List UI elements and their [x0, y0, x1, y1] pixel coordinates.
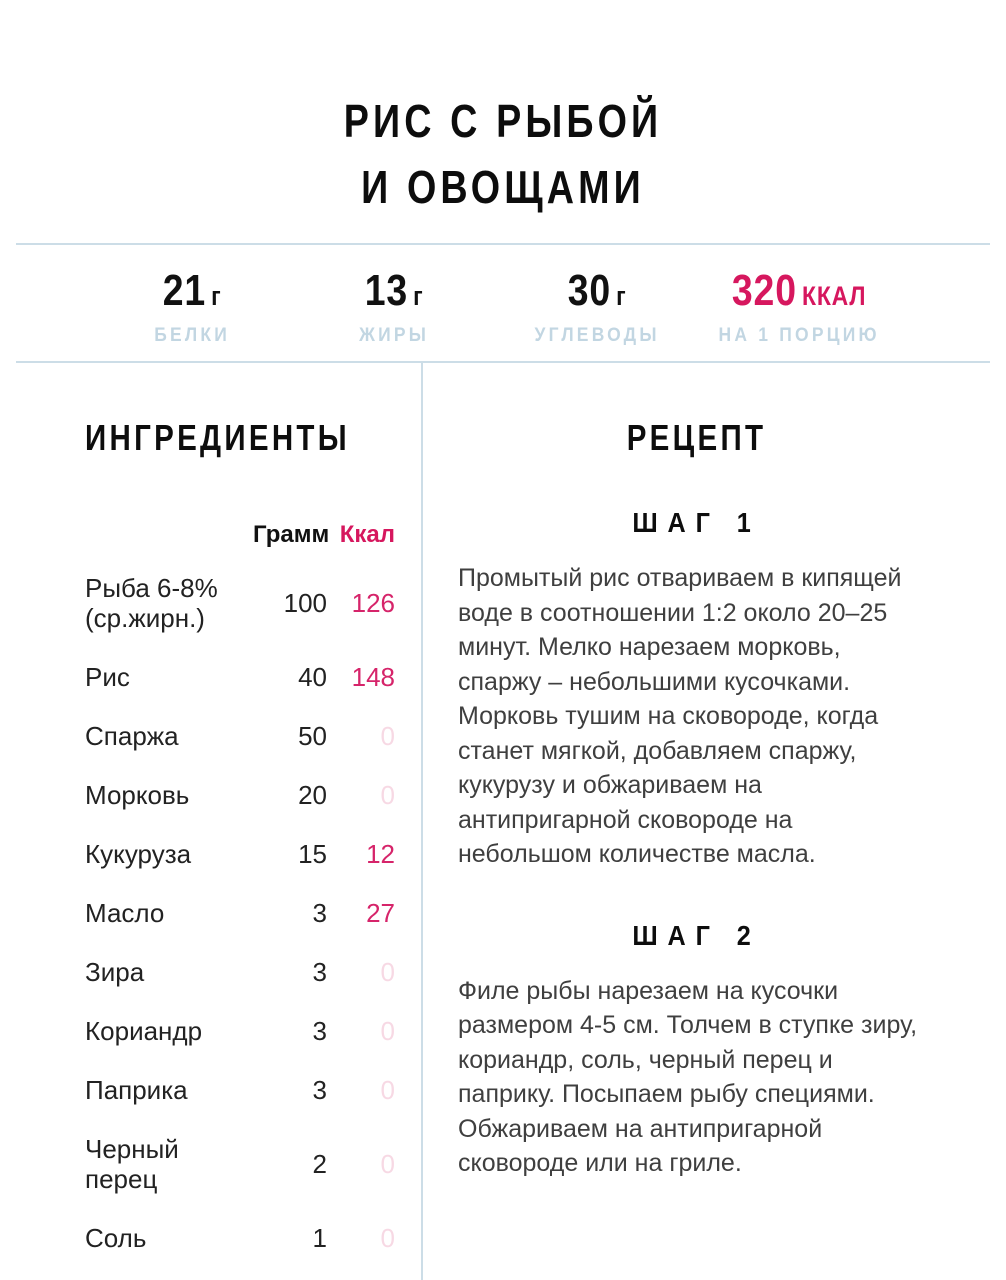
ingredients-table-header: [85, 521, 395, 549]
ingredient-grams: 40: [298, 662, 327, 692]
recipe-title-line2: И ОВОЩАМИ: [361, 161, 645, 213]
ingredient-row: [85, 721, 395, 751]
ingredient-row: [85, 662, 395, 692]
ingredient-grams: 100: [283, 588, 327, 618]
ingredient-name: Масло: [85, 898, 165, 928]
recipe-heading: РЕЦЕПТ: [626, 417, 767, 458]
nutrition-fats-label: ЖИРЫ: [359, 324, 430, 346]
nutrition-carbs-number: 30: [567, 265, 611, 315]
step-2-text: Филе рыбы нарезаем на кусочки размером 4-5 см. Толчем в ступке зиру, кориандр, соль, черный перец и паприку. Посыпаем рыбу специями. Обжариваем на антипригарной сковороде или на гриле.: [458, 976, 918, 1177]
ingredient-kcal: 0: [380, 780, 395, 810]
ingredient-kcal: 27: [366, 898, 395, 928]
ingredient-name: Рис: [85, 662, 130, 692]
col-header-kcal: Ккал: [339, 521, 395, 548]
nutrition-calories-value: [713, 266, 885, 316]
ingredient-name: Спаржа: [85, 721, 179, 751]
ingredients-panel: [16, 363, 423, 1280]
step-1-text: Промытый рис отвариваем в кипящей воде в соотношении 1:2 около 20–25 минут. Мелко нарезаем морковь, спаржу – небольшими кусочками. Морковь тушим на сковороде, когда станет мягкой, добавляем спаржу, кукурузу и обжариваем на антипригарной сковороде на небольшом количестве масла.: [458, 564, 902, 868]
ingredient-name: Паприка: [85, 1075, 188, 1105]
ingredient-row: [85, 1223, 395, 1253]
ingredient-grams: 3: [312, 1016, 327, 1046]
ingredient-grams: 1: [312, 1223, 327, 1253]
nutrition-calories-unit: ККАЛ: [801, 280, 867, 311]
ingredient-grams: 50: [298, 721, 327, 751]
nutrition-carbs-value: [511, 266, 683, 316]
step-1-label: ШАГ 1: [632, 507, 761, 538]
ingredient-row: [85, 898, 395, 928]
nutrition-fats-number: 13: [364, 265, 409, 315]
ingredient-kcal: 0: [380, 1223, 395, 1253]
ingredient-row: [85, 839, 395, 869]
ingredient-name: Кукуруза: [85, 839, 192, 869]
ingredients-table: [85, 521, 395, 1253]
nutrition-calories-label: НА 1 ПОРЦИЮ: [718, 324, 880, 346]
nutrition-strip: [16, 243, 990, 363]
ingredient-grams: 20: [298, 780, 327, 810]
ingredient-name: Морковь: [85, 780, 190, 810]
ingredient-grams: 3: [312, 1075, 327, 1105]
ingredient-row: [85, 1134, 395, 1194]
ingredient-name: Черный перец: [85, 1134, 179, 1194]
ingredient-row: [85, 1075, 395, 1105]
ingredient-kcal: 0: [380, 957, 395, 987]
header: [0, 0, 1006, 243]
recipe-panel: [423, 363, 990, 1280]
ingredient-row: [85, 957, 395, 987]
ingredient-kcal: 148: [351, 662, 395, 692]
nutrition-carbs: [496, 260, 698, 347]
nutrition-calories: [698, 260, 900, 347]
ingredient-row: [85, 573, 395, 633]
ingredient-kcal: 0: [380, 721, 395, 751]
col-header-grams: Грамм: [253, 521, 330, 548]
ingredient-name: Кориандр: [85, 1016, 203, 1046]
ingredient-grams: 15: [298, 839, 327, 869]
ingredient-row: [85, 780, 395, 810]
nutrition-proteins-value: [106, 266, 278, 316]
nutrition-proteins-unit: г: [211, 280, 222, 311]
ingredient-name: Соль: [85, 1223, 147, 1253]
nutrition-calories-number: 320: [731, 265, 797, 315]
ingredient-kcal: 0: [380, 1149, 395, 1179]
recipe-title: [91, 88, 916, 220]
nutrition-carbs-label: УГЛЕВОДЫ: [534, 324, 660, 346]
ingredient-kcal: 126: [351, 588, 395, 618]
nutrition-carbs-unit: г: [615, 280, 627, 311]
nutrition-proteins-label: БЕЛКИ: [154, 324, 231, 346]
nutrition-fats: [293, 260, 495, 347]
ingredient-grams: 3: [312, 898, 327, 928]
main-area: [16, 363, 990, 1274]
nutrition-proteins: [91, 260, 293, 347]
recipe-step-2: [458, 920, 935, 1181]
recipe-step-1: [458, 507, 935, 872]
ingredient-kcal: 0: [380, 1075, 395, 1105]
step-2-label: ШАГ 2: [632, 919, 761, 951]
recipe-title-line1: РИС С РЫБОЙ: [343, 95, 663, 147]
nutrition-fats-unit: г: [413, 280, 424, 311]
ingredient-name: Рыба 6-8% (ср.жирн.): [85, 573, 218, 633]
ingredient-kcal: 12: [366, 839, 395, 869]
ingredient-grams: 3: [312, 957, 327, 987]
ingredient-kcal: 0: [380, 1016, 395, 1046]
nutrition-proteins-number: 21: [162, 265, 207, 315]
ingredient-row: [85, 1016, 395, 1046]
ingredients-heading: ИНГРЕДИЕНТЫ: [85, 417, 350, 458]
ingredient-name: Зира: [85, 957, 145, 987]
ingredient-grams: 2: [312, 1149, 327, 1179]
nutrition-fats-value: [308, 266, 480, 316]
